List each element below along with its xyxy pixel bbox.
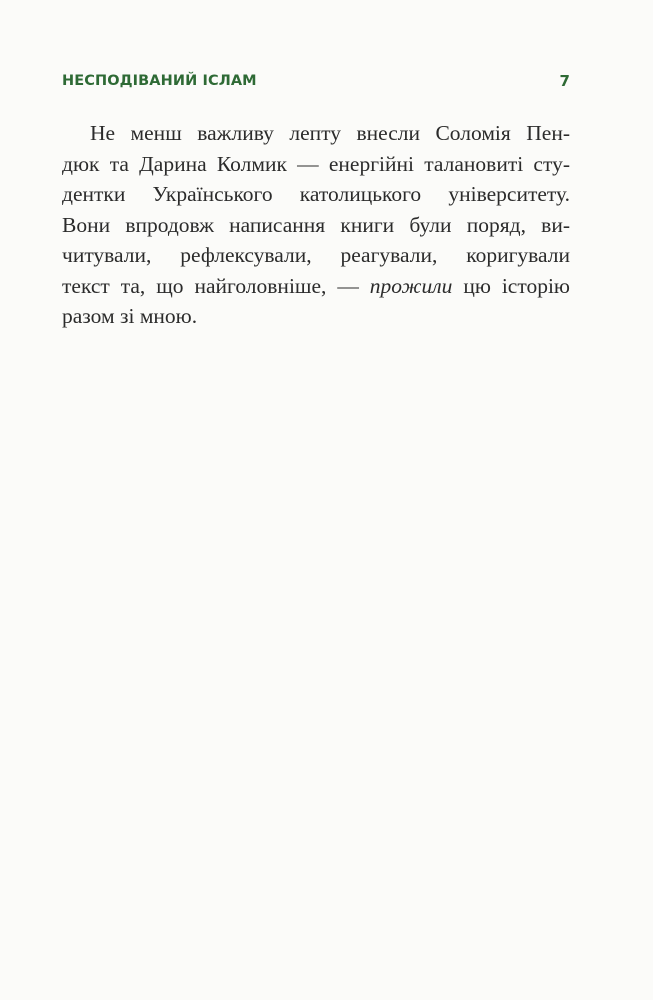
running-title: НЕСПОДІВАНИЙ ІСЛАМ [62,73,257,89]
line-text: цю історію [452,273,570,298]
paragraph-line [62,271,570,302]
paragraph-line: дентки Українського католицького університету. [62,182,570,206]
line-text: текст та, що найголовніше, — [62,273,370,298]
emphasized-word: прожили [369,273,453,298]
running-head [62,70,570,92]
paragraph-line: читували, рефлексували, реагували, коригували [62,243,570,267]
paragraph-line: разом зі мною. [62,304,198,328]
paragraph-line: Вони впродовж написання книги були поряд, ви- [62,212,570,237]
paragraph-line: Не менш важливу лепту внесли Соломія Пен- [90,121,570,145]
page-number: 7 [559,72,570,90]
body-paragraph [62,118,570,332]
paragraph-line: дюк та Дарина Колмик — енергійні талановиті сту- [62,151,570,176]
